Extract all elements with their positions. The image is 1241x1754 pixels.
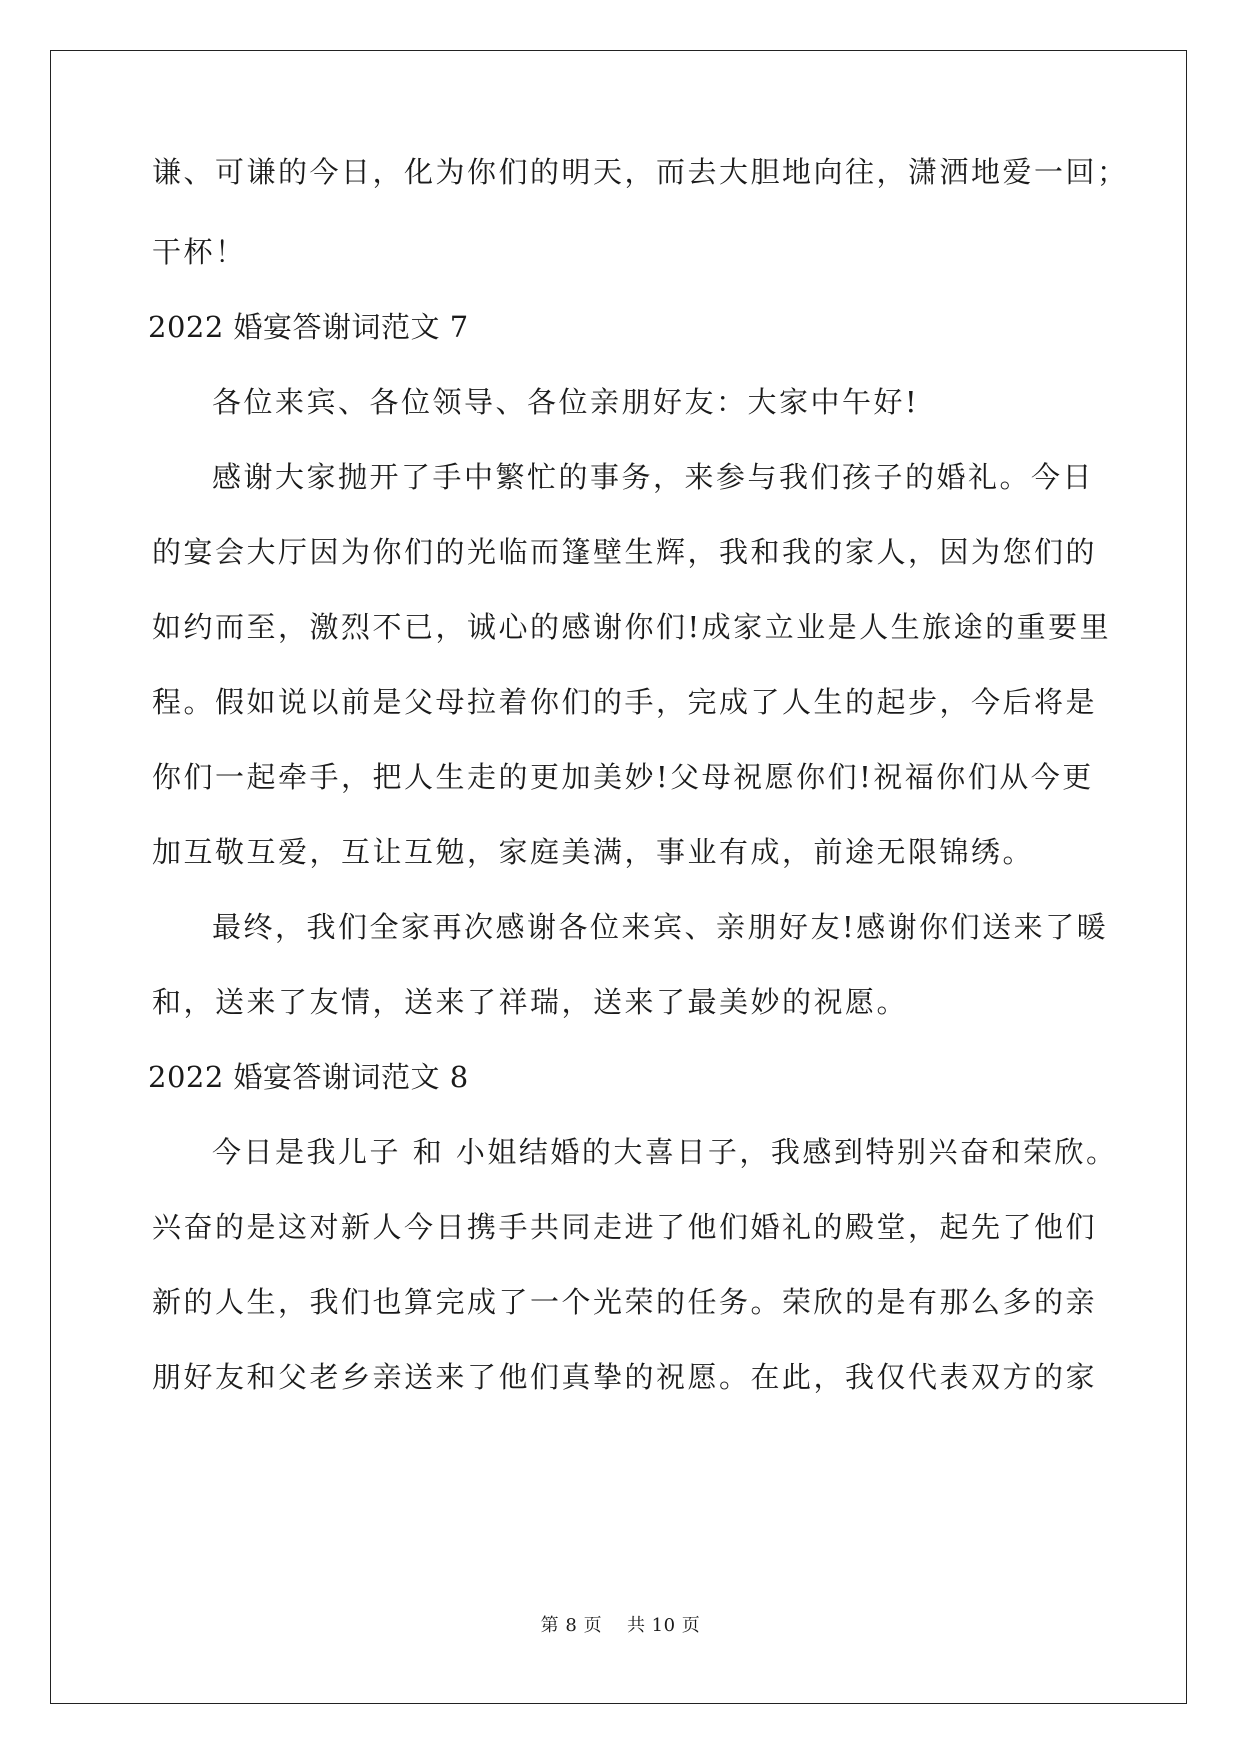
body-line: 兴奋的是这对新人今日携手共同走进了他们婚礼的殿堂，起先了他们 [152, 1210, 1098, 1244]
section-heading: 2022 婚宴答谢词范文 8 [148, 1060, 469, 1094]
section-heading: 2022 婚宴答谢词范文 7 [148, 310, 469, 344]
body-line: 程。假如说以前是父母拉着你们的手，完成了人生的起步，今后将是 [152, 685, 1098, 719]
body-line: 和，送来了友情，送来了祥瑞，送来了最美妙的祝愿。 [152, 985, 909, 1019]
body-line: 感谢大家抛开了手中繁忙的事务，来参与我们孩子的婚礼。今日 [212, 460, 1095, 494]
body-line: 各位来宾、各位领导、各位亲朋好友：大家中午好! [212, 385, 920, 419]
body-line: 谦、可谦的今日，化为你们的明天，而去大胆地向往，潇洒地爱一回； [152, 155, 1129, 189]
body-line: 你们一起牵手，把人生走的更加美妙!父母祝愿你们!祝福你们从今更 [152, 760, 1094, 794]
body-line: 干杯！ [152, 235, 247, 269]
body-line: 如约而至，激烈不已，诚心的感谢你们!成家立业是人生旅途的重要里 [152, 610, 1112, 644]
body-line: 今日是我儿子 和 小姐结婚的大喜日子，我感到特别兴奋和荣欣。 [212, 1135, 1118, 1169]
body-line: 的宴会大厅因为你们的光临而篷壁生辉，我和我的家人，因为您们的 [152, 535, 1098, 569]
body-line: 加互敬互爱，互让互勉，家庭美满，事业有成，前途无限锦绣。 [152, 835, 1035, 869]
page-border [50, 50, 1187, 1704]
body-line: 朋好友和父老乡亲送来了他们真挚的祝愿。在此，我仅代表双方的家 [152, 1360, 1098, 1394]
page-number-footer: 第 8 页 共 10 页 [540, 1615, 701, 1636]
body-line: 新的人生，我们也算完成了一个光荣的任务。荣欣的是有那么多的亲 [152, 1285, 1098, 1319]
body-line: 最终，我们全家再次感谢各位来宾、亲朋好友!感谢你们送来了暖 [212, 910, 1109, 944]
